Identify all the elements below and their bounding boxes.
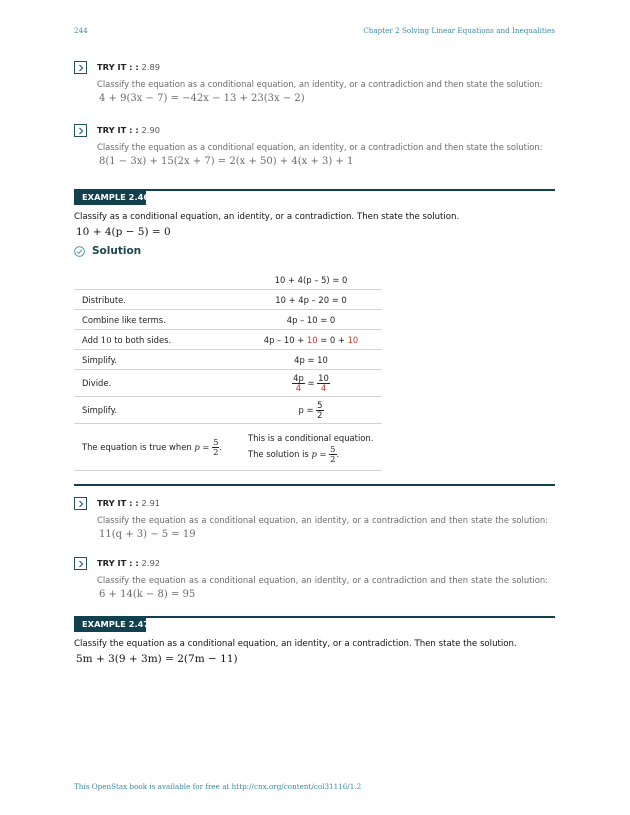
example-end-rule [74, 484, 555, 486]
step-equation: 4p – 10 + 10 = 0 + 10 [240, 330, 382, 350]
solution-table [74, 270, 382, 471]
try-it-prompt: Classify the equation as a conditional equation, an identity, or a contradiction and then state the solution: [97, 575, 548, 585]
conclusion-right: This is a conditional equation. The solution is p = $\frac{5}{2}$ . [240, 424, 382, 471]
step-equation: 4p – 10 = 0 [240, 310, 382, 330]
chevron-right-icon [77, 64, 85, 72]
step-equation: p = $\frac{5}{2}$ [240, 397, 382, 424]
example-tab: EXAMPLE 2.46 [82, 192, 150, 202]
example-equation: 10 + 4(p − 5) = 0 [76, 226, 171, 238]
table-row [74, 424, 382, 471]
try-it-label: TRY IT : : 2.92 [97, 558, 161, 568]
footer-text[interactable]: This OpenStax book is available for free at http://cnx.org/content/col31116/1.2 [74, 782, 362, 791]
step-description: Combine like terms. [74, 310, 240, 330]
step-description: Add 10 to both sides. [74, 330, 240, 350]
chapter-title: Chapter 2 Solving Linear Equations and Inequalities [363, 26, 555, 35]
table-row [74, 330, 382, 350]
chevron-right-icon [77, 500, 85, 508]
step-description: Simplify. [74, 350, 240, 370]
step-description: Distribute. [74, 290, 240, 310]
try-it-prompt: Classify the equation as a conditional equation, an identity, or a contradiction and then state the solution: [97, 79, 543, 89]
try-it-equation: 11(q + 3) − 5 = 19 [99, 529, 196, 540]
table-row [74, 290, 382, 310]
conclusion-left: The equation is true when p = $\frac{5}{2}$ . [74, 424, 240, 471]
step-equation: 4p = 10 [240, 350, 382, 370]
step-description: Divide. [74, 370, 240, 397]
check-circle-icon [74, 246, 85, 257]
try-it-equation: 8(1 − 3x) + 15(2x + 7) = 2(x + 50) + 4(x + 3) + 1 [99, 156, 354, 167]
try-it-toggle[interactable] [74, 61, 87, 74]
try-it-equation: 4 + 9(3x − 7) = −42x − 13 + 23(3x − 2) [99, 93, 305, 104]
try-it-label: TRY IT : : 2.91 [97, 498, 161, 508]
example-2-46-header [74, 189, 555, 205]
solution-label: Solution [92, 245, 142, 257]
step-description: Simplify. [74, 397, 240, 424]
try-it-equation: 6 + 14(k − 8) = 95 [99, 589, 196, 600]
example-instruction: Classify as a conditional equation, an identity, or a contradiction. Then state the solution. [74, 212, 460, 222]
try-it-toggle[interactable] [74, 557, 87, 570]
table-row [74, 270, 382, 290]
example-equation: 5m + 3(9 + 3m) = 2(7m − 11) [76, 653, 238, 665]
table-row [74, 310, 382, 330]
try-it-label: TRY IT : : 2.89 [97, 62, 161, 72]
chevron-right-icon [77, 560, 85, 568]
try-it-label: TRY IT : : 2.90 [97, 125, 161, 135]
example-instruction: Classify the equation as a conditional equation, an identity, or a contradiction. Then state the solution. [74, 639, 517, 649]
chevron-right-icon [77, 127, 85, 135]
table-row [74, 397, 382, 424]
try-it-toggle[interactable] [74, 124, 87, 137]
step-equation: $\frac{4p}{4}$ = $\frac{10}{4}$ [240, 370, 382, 397]
try-it-toggle[interactable] [74, 497, 87, 510]
step-equation: 10 + 4(p – 5) = 0 [240, 270, 382, 290]
try-it-prompt: Classify the equation as a conditional equation, an identity, or a contradiction and then state the solution: [97, 142, 543, 152]
step-description [74, 270, 240, 290]
table-row [74, 350, 382, 370]
try-it-prompt: Classify the equation as a conditional equation, an identity, or a contradiction and then state the solution: [97, 515, 548, 525]
page-number: 244 [74, 26, 88, 35]
step-equation: 10 + 4p – 20 = 0 [240, 290, 382, 310]
table-row [74, 370, 382, 397]
example-2-47-header [74, 616, 555, 632]
example-tab: EXAMPLE 2.47 [82, 619, 150, 629]
